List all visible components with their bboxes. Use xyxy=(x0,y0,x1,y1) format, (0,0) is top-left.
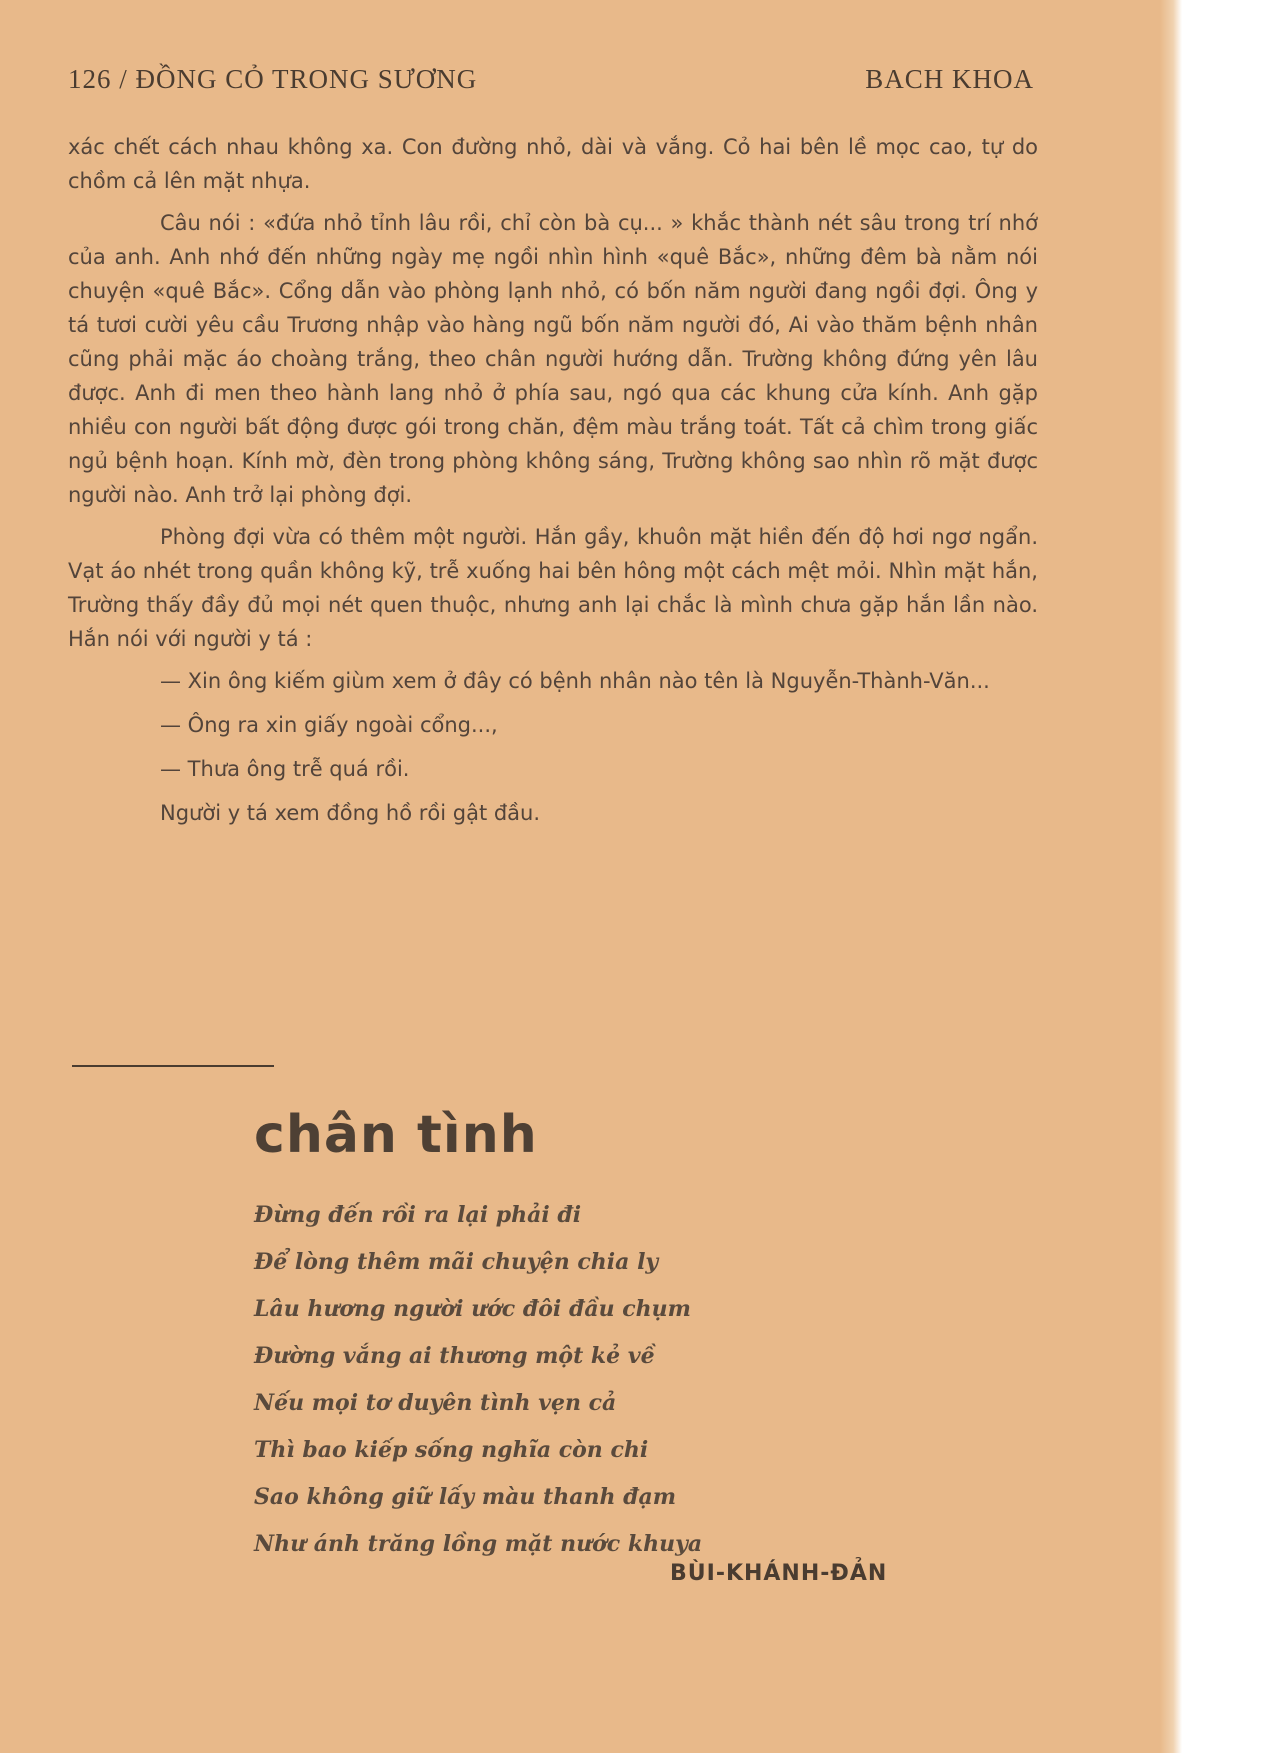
poem-line: Nếu mọi tơ duyên tình vẹn cả xyxy=(254,1390,617,1416)
poem-title: chân tình xyxy=(254,1105,538,1165)
story-text xyxy=(68,130,1038,840)
poem-line: Đừng đến rồi ra lại phải đi xyxy=(254,1202,582,1228)
dialogue-line: — Thưa ông trễ quá rồi. xyxy=(160,757,410,781)
poem-author: BÙI-KHÁNH-ĐẢN xyxy=(670,1561,888,1586)
dialogue-line: — Ông ra xin giấy ngoài cổng..., xyxy=(160,713,498,737)
dialogue-line: — Xin ông kiếm giùm xem ở đây có bệnh nhân nào tên là Nguyễn-Thành-Văn... xyxy=(160,669,990,693)
page-number-and-title: 126 / ĐỒNG CỎ TRONG SƯƠNG xyxy=(68,64,478,94)
poem-line: Thì bao kiếp sống nghĩa còn chi xyxy=(254,1437,649,1463)
poem-line: Như ánh trăng lồng mặt nước khuya xyxy=(254,1531,703,1557)
poem-line: Lâu hương người ước đôi đầu chụm xyxy=(254,1296,691,1322)
poem-body xyxy=(254,1192,894,1568)
page-edge xyxy=(1160,0,1182,1753)
poem-line: Để lòng thêm mãi chuyện chia ly xyxy=(254,1249,659,1275)
publication-name: BACH KHOA xyxy=(865,64,1034,94)
paragraph: Người y tá xem đồng hồ rồi gật đầu. xyxy=(160,801,541,825)
paragraph: xác chết cách nhau không xa. Con đường nhỏ, dài và vắng. Cỏ hai bên lề mọc cao, tự do chồm cả lên mặt nhựa. xyxy=(68,135,1038,193)
paragraph: Câu nói : «đứa nhỏ tỉnh lâu rồi, chỉ còn bà cụ... » khắc thành nét sâu trong trí nhớ của anh. Anh nhớ đến những ngày mẹ ngồi nhìn hình «quê Bắc», những đêm bà nằm nói chuyện «quê Bắc». Cổng dẫn vào phòng lạnh nhỏ, có bốn năm người đang ngồi đợi. Ông y tá tươi cười yêu cầu Trương nhập vào hàng ngũ bốn năm người đó, Ai vào thăm bệnh nhân cũng phải mặc áo choàng trắng, theo chân người hướng dẫn. Trường không đứng yên lâu được. Anh đi men theo hành lang nhỏ ở phía sau, ngó qua các khung cửa kính. Anh gặp nhiều con người bất động được gói trong chăn, đệm màu trắng toát. Tất cả chìm trong giấc ngủ bệnh hoạn. Kính mờ, đèn trong phòng không sáng, Trường không sao nhìn rõ mặt được người nào. Anh trở lại phòng đợi. xyxy=(68,211,1038,507)
paragraph: Phòng đợi vừa có thêm một người. Hắn gầy, khuôn mặt hiền đến độ hơi ngơ ngẩn. Vạt áo nhét trong quần không kỹ, trễ xuống hai bên hông một cách mệt mỏi. Nhìn mặt hắn, Trường thấy đầy đủ mọi nét quen thuộc, nhưng anh lại chắc là mình chưa gặp hắn lần nào. Hắn nói với người y tá : xyxy=(68,525,1038,651)
poem-line: Đường vắng ai thương một kẻ về xyxy=(254,1343,655,1369)
section-divider xyxy=(72,1065,274,1067)
poem-line: Sao không giữ lấy màu thanh đạm xyxy=(254,1484,677,1510)
